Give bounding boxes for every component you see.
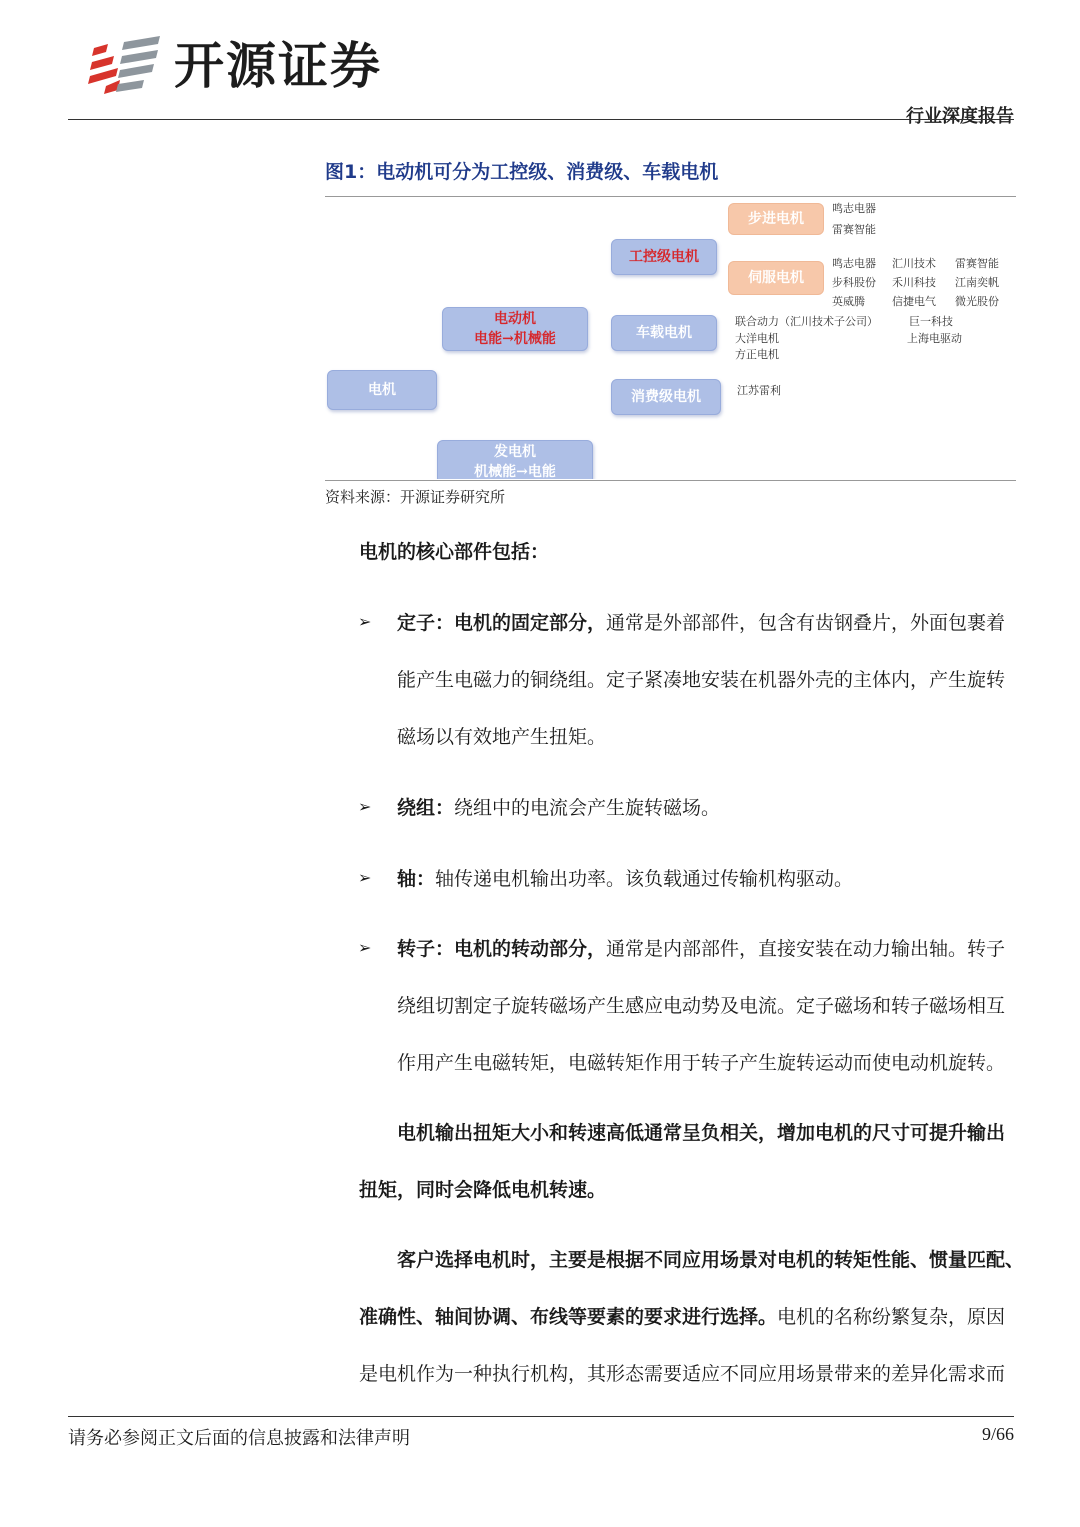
bullet-winding	[397, 780, 720, 837]
figure-bottom-rule	[325, 480, 1016, 481]
bullet-rotor-line2: 绕组切割定子旋转磁场产生感应电动势及电流。定子磁场和转子磁场相互	[397, 995, 1006, 1017]
company-consumer: 江苏雷利	[737, 384, 781, 397]
company-servo: 雷赛智能	[955, 257, 999, 270]
bullet-rotor-text: 通常是内部部件，直接安装在动力输出轴。转子	[606, 938, 1006, 960]
bullet-arrow-icon: ➢	[358, 868, 372, 887]
company-automotive: 巨一科技	[909, 315, 953, 328]
para-selection-line3: 是电机作为一种执行机构，其形态需要适应不同应用场景带来的差异化需求而	[359, 1363, 1006, 1385]
bullet-rotor-head: 转子：电机的转动部分，	[397, 938, 607, 960]
company-servo: 信捷电气	[892, 295, 936, 308]
bullet-shaft-text: 轴传递电机输出功率。该负载通过传输机构驱动。	[435, 868, 854, 890]
node-generator-line1: 发电机	[494, 444, 536, 460]
node-stepper	[728, 203, 824, 235]
bullet-stator-line1	[397, 595, 1005, 652]
report-type-label: 行业深度报告	[906, 106, 1014, 127]
company-servo: 步科股份	[832, 276, 876, 289]
node-stepper-label: 步进电机	[748, 211, 804, 227]
bullet-rotor-line3: 作用产生电磁转矩，电磁转矩作用于转子产生旋转运动而使电动机旋转。	[397, 1052, 1006, 1074]
bullet-arrow-icon: ➢	[358, 938, 372, 957]
company-servo: 鸣志电器	[832, 257, 876, 270]
para-torque-line2: 扭矩，同时会降低电机转速。	[359, 1179, 607, 1201]
company-automotive: 方正电机	[735, 348, 779, 361]
intro-heading: 电机的核心部件包括：	[359, 541, 550, 563]
company-automotive: 上海电驱动	[907, 332, 962, 345]
para-selection-rest: 电机的名称纷繁复杂，原因	[777, 1306, 1006, 1328]
node-consumer-label: 消费级电机	[631, 389, 701, 405]
bullet-shaft-head: 轴：	[397, 868, 436, 890]
company-automotive: 联合动力（汇川技术子公司）	[735, 315, 878, 328]
node-generator	[437, 440, 593, 479]
node-motor-label: 电机	[368, 382, 396, 398]
motor-classification-diagram	[325, 197, 1016, 479]
company-servo: 微光股份	[955, 295, 999, 308]
node-electric-motor-line1: 电动机	[494, 311, 536, 327]
header-divider	[68, 119, 1014, 120]
node-generator-line2: 机械能→电能	[474, 464, 556, 479]
para-selection-line1: 客户选择电机时，主要是根据不同应用场景对电机的转矩性能、惯量匹配、	[397, 1249, 1025, 1271]
bullet-stator-text: 通常是外部部件，包含有齿钢叠片，外面包裹着	[606, 612, 1006, 634]
bullet-arrow-icon: ➢	[358, 797, 372, 816]
bullet-shaft	[397, 851, 853, 908]
company-stepper-1: 鸣志电器	[832, 202, 876, 215]
para-torque-line1: 电机输出扭矩大小和转速高低通常呈负相关，增加电机的尺寸可提升输出	[397, 1122, 1006, 1144]
node-automotive	[611, 315, 717, 351]
node-electric-motor	[442, 307, 588, 351]
page-number: 9/66	[981, 1424, 1014, 1444]
bullet-stator-line2: 能产生电磁力的铜绕组。定子紧凑地安装在机器外壳的主体内，产生旋转	[397, 669, 1006, 691]
node-motor	[327, 370, 437, 410]
logo-icon	[88, 34, 162, 96]
company-servo: 汇川技术	[892, 257, 936, 270]
figure-source: 资料来源：开源证券研究所	[325, 488, 506, 506]
company-servo: 英威腾	[832, 295, 865, 308]
node-servo-label: 伺服电机	[748, 270, 804, 286]
footer-disclaimer: 请务必参阅正文后面的信息披露和法律声明	[68, 1428, 410, 1449]
para-selection-bold: 准确性、轴间协调、布线等要素的要求进行选择。	[359, 1306, 778, 1328]
bullet-winding-head: 绕组：	[397, 797, 455, 819]
node-consumer	[611, 379, 721, 415]
company-stepper-2: 雷赛智能	[832, 223, 876, 236]
bullet-stator-head: 定子：电机的固定部分，	[397, 612, 607, 634]
node-servo	[728, 261, 824, 295]
company-automotive: 大洋电机	[735, 332, 779, 345]
para-selection-line2	[359, 1289, 1005, 1346]
bullet-winding-text: 绕组中的电流会产生旋转磁场。	[454, 797, 721, 819]
bullet-stator-line3: 磁场以有效地产生扭矩。	[397, 726, 607, 748]
node-electric-motor-line2: 电能→机械能	[474, 331, 556, 347]
figure-title: 图1：电动机可分为工控级、消费级、车载电机	[325, 161, 719, 183]
brand-name: 开源证券	[174, 37, 382, 95]
company-servo: 江南奕帆	[955, 276, 999, 289]
bullet-arrow-icon: ➢	[358, 612, 372, 631]
node-industrial	[611, 239, 717, 275]
company-servo: 禾川科技	[892, 276, 936, 289]
bullet-rotor-line1	[397, 921, 1005, 978]
node-automotive-label: 车载电机	[636, 325, 692, 341]
node-industrial-label: 工控级电机	[629, 249, 699, 265]
footer-divider	[68, 1416, 1014, 1417]
